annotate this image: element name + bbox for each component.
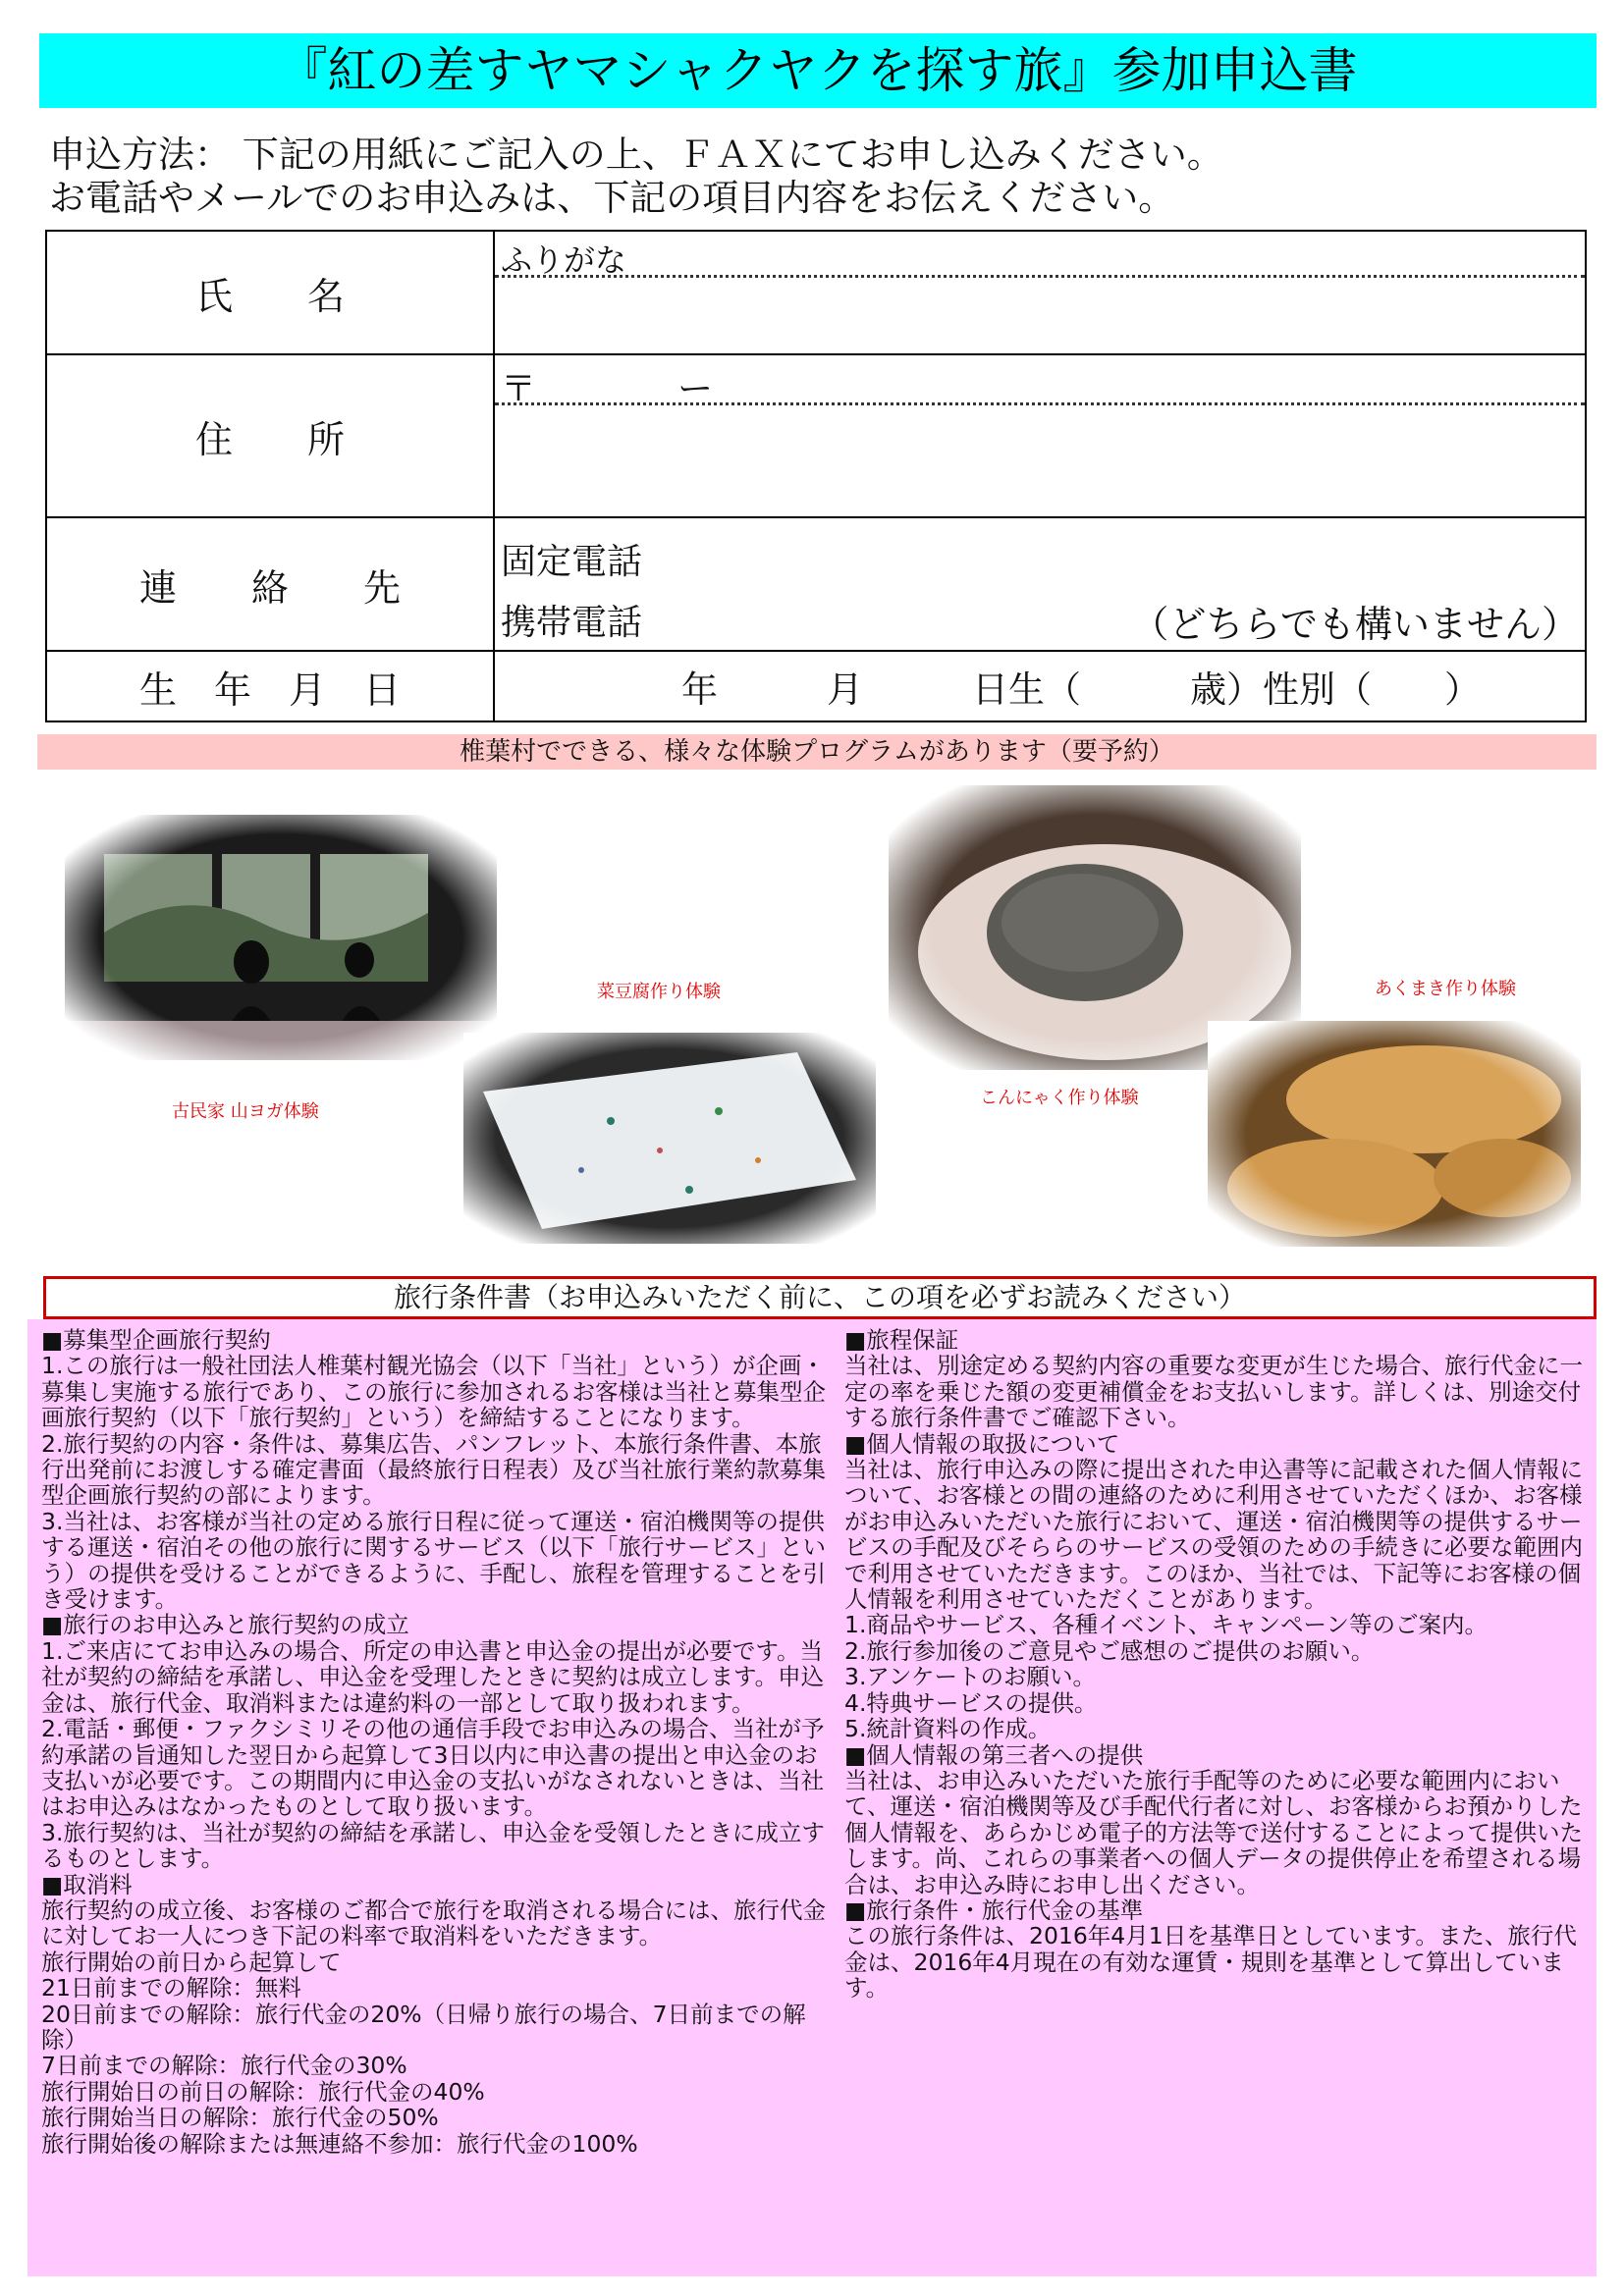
condition-paragraph: 5.統計資料の作成。 bbox=[844, 1715, 1052, 1743]
address-field[interactable] bbox=[494, 354, 1586, 517]
name-label: 氏 名 bbox=[46, 231, 494, 354]
experience-banner: 椎葉村でできる、様々な体験プログラムがあります（要予約） bbox=[37, 734, 1597, 770]
name-field[interactable] bbox=[494, 231, 1586, 354]
mobile-label: 携帯電話 bbox=[501, 603, 643, 643]
travel-conditions bbox=[27, 1319, 1597, 2276]
birth-value: 年 月 日生（ 歳）性別（ ） bbox=[681, 668, 1481, 711]
condition-paragraph: 旅行開始後の解除または無連絡不参加：旅行代金の100% bbox=[41, 2129, 638, 2158]
condition-paragraph: 1.ご来店にてお申込みの場合、所定の申込書と申込金の提出が必要です。当社が契約の締結を承諾し、申込金を受理したときに契約は成立します。申込金は、旅行代金、取消料または違約料の一部として取り扱われます。 bbox=[41, 1636, 825, 1717]
condition-paragraph: 20日前までの解除：旅行代金の20%（日帰り旅行の場合、7日前までの解除） bbox=[41, 2000, 806, 2054]
condition-paragraph: ■取消料 bbox=[41, 1870, 133, 1898]
condition-paragraph: 3.当社は、お客様が当社の定める旅行日程に従って運送・宿泊機関等の提供する運送・宿泊その他の旅行に関するサービス（以下「旅行サービス」という）の提供を受けることができるように、手配し、旅程を管理することを引き受けます。 bbox=[41, 1507, 826, 1614]
application-method bbox=[49, 133, 1223, 220]
contact-label: 連 絡 先 bbox=[46, 517, 494, 651]
condition-paragraph: 当社は、お申込みいただいた旅行手配等のために必要な範囲内において、運送・宿泊機関等及び手配代行者に対し、お客様からお預かりした個人情報を、あらかじめ電子的方法等で送付することによって提供いたします。尚、これらの事業者への個人データの提供停止を希望される場合は、お申込み時にお申し出ください。 bbox=[844, 1766, 1583, 1898]
method-line-1: 申込方法： 下記の用紙にご記入の上、ＦＡＸにてお申し込みください。 bbox=[49, 133, 1223, 176]
yoga-caption: 古民家 山ヨガ体験 bbox=[172, 1101, 319, 1122]
yoga-photo bbox=[65, 815, 497, 1060]
furigana-label: ふりがな bbox=[501, 241, 627, 279]
conditions-right-column bbox=[844, 1327, 1593, 2002]
akumaki-photo bbox=[1208, 1021, 1581, 1247]
tofu-caption: 菜豆腐作り体験 bbox=[597, 982, 721, 1002]
contact-field[interactable] bbox=[494, 517, 1586, 651]
condition-paragraph: ■個人情報の第三者への提供 bbox=[844, 1740, 1144, 1769]
method-line-2: お電話やメールでのお申込みは、下記の項目内容をお伝えください。 bbox=[49, 177, 1175, 219]
condition-paragraph: 3.旅行契約は、当社が契約の締結を承諾し、申込金を受領したときに成立するものとします。 bbox=[41, 1818, 825, 1873]
tofu-photo bbox=[463, 1033, 876, 1244]
condition-paragraph: 旅行開始日の前日の解除：旅行代金の40% bbox=[41, 2077, 485, 2106]
konnyaku-caption: こんにゃく作り体験 bbox=[980, 1088, 1139, 1108]
condition-paragraph: 1.この旅行は一般社団法人椎葉村観光協会（以下「当社」という）が企画・募集し実施する旅行であり、この旅行に参加されるお客様は当社と募集型企画旅行契約（以下「旅行契約」という）を締結することになります。 bbox=[41, 1352, 826, 1432]
address-label: 住 所 bbox=[46, 354, 494, 517]
postal-code-label: 〒 ー bbox=[501, 369, 714, 409]
condition-paragraph: 旅行開始当日の解除：旅行代金の50% bbox=[41, 2104, 439, 2132]
condition-paragraph: 21日前までの解除：無料 bbox=[41, 1974, 301, 2002]
condition-paragraph: ■旅程保証 bbox=[844, 1326, 959, 1354]
condition-paragraph: 当社は、別途定める契約内容の重要な変更が生じた場合、旅行代金に一定の率を乗じた額の変更補償金をお支払いします。詳しくは、別途交付する旅行条件書でご確認下さい。 bbox=[844, 1352, 1583, 1432]
birth-label: 生 年 月 日 bbox=[46, 651, 494, 721]
application-form-table bbox=[45, 230, 1587, 722]
condition-paragraph: ■募集型企画旅行契約 bbox=[41, 1326, 271, 1354]
condition-paragraph: 3.アンケートのお願い。 bbox=[844, 1663, 1097, 1691]
condition-paragraph: 1.商品やサービス、各種イベント、キャンペーン等のご案内。 bbox=[844, 1611, 1489, 1639]
condition-paragraph: 旅行契約の成立後、お客様のご都合で旅行を取消される場合には、旅行代金に対してお一人につき下記の料率で取消料をいただきます。 bbox=[41, 1896, 826, 1950]
condition-paragraph: ■旅行のお申込みと旅行契約の成立 bbox=[41, 1611, 409, 1639]
landline-label: 固定電話 bbox=[501, 542, 643, 582]
birth-field[interactable] bbox=[494, 651, 1586, 721]
condition-paragraph: ■旅行条件・旅行代金の基準 bbox=[844, 1896, 1144, 1924]
condition-paragraph: 7日前までの解除：旅行代金の30% bbox=[41, 2052, 407, 2080]
condition-paragraph: この旅行条件は、2016年4月1日を基準日としています。また、旅行代金は、2016年4月現在の有効な運賃・規則を基準として算出しています。 bbox=[844, 1922, 1577, 2002]
condition-paragraph: 2.旅行参加後のご意見やご感想のご提供のお願い。 bbox=[844, 1636, 1375, 1665]
condition-paragraph: 旅行開始の前日から起算して bbox=[41, 1948, 342, 1976]
condition-paragraph: 当社は、旅行申込みの際に提出された申込書等に記載された個人情報について、お客様との間の連絡のために利用させていただくほか、お客様がお申込みいただいた旅行において、運送・宿泊機関等の提供するサービスの手配及びそららのサービスの受領のための手続きに必要な範囲内で利用させていただきます。このほか、当社では、下記等にお客様の個人情報を利用させていただくことがあります。 bbox=[844, 1456, 1583, 1614]
condition-paragraph: ■個人情報の取扱について bbox=[844, 1429, 1120, 1458]
form-title: 『紅の差すヤマシャクヤクを探す旅』参加申込書 bbox=[39, 33, 1597, 108]
furigana-divider bbox=[495, 275, 1585, 278]
condition-paragraph: 2.電話・郵便・ファクシミリその他の通信手段でお申込みの場合、当社が予約承諾の旨通知した翌日から起算して3日以内に申込書の提出と申込金のお支払いが必要です。この期間内に申込金の支払いがなされないときは、当社はお申込みはなかったものとして取り扱います。 bbox=[41, 1715, 825, 1821]
akumaki-caption: あくまき作り体験 bbox=[1375, 979, 1516, 999]
condition-paragraph: 4.特典サービスの提供。 bbox=[844, 1688, 1098, 1717]
postal-divider bbox=[495, 402, 1585, 405]
conditions-heading: 旅行条件書（お申込みいただく前に、この項を必ずお読みください） bbox=[43, 1276, 1597, 1319]
condition-paragraph: 2.旅行契約の内容・条件は、募集広告、パンフレット、本旅行条件書、本旅行出発前にお渡しする確定書面（最終旅行日程表）及び当社旅行業約款募集型企画旅行契約の部によります。 bbox=[41, 1429, 826, 1510]
conditions-left-column bbox=[41, 1327, 829, 2157]
either-ok-note: （どちらでも構いません） bbox=[1131, 603, 1579, 646]
